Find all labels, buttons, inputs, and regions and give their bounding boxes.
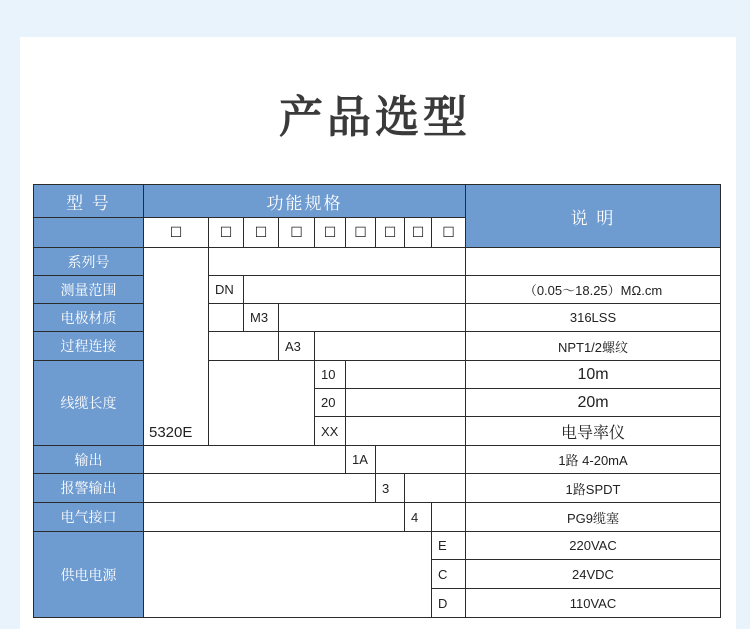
alarm-code: 3 <box>376 474 405 503</box>
code-box: ☐ <box>405 218 432 248</box>
alarm-desc: 1路SPDT <box>466 474 721 503</box>
row-label-power: 供电电源 <box>34 532 144 618</box>
header-model: 型 号 <box>34 185 144 218</box>
power-desc-2: 24VDC <box>466 560 721 589</box>
code-box: ☐ <box>376 218 405 248</box>
header-desc: 说 明 <box>466 185 721 248</box>
row-label-electric: 电气接口 <box>34 503 144 532</box>
electric-desc: PG9缆塞 <box>466 503 721 532</box>
row-label-process: 过程连接 <box>34 332 144 361</box>
row-label-cable: 线缆长度 <box>34 361 144 446</box>
output-code: 1A <box>346 446 376 474</box>
cable-desc-3: 电导率仪 <box>466 417 721 446</box>
page-title: 产品选型 <box>279 92 471 143</box>
header-spec: 功能规格 <box>144 185 466 218</box>
row-label-output: 输出 <box>34 446 144 474</box>
power-desc-1: 220VAC <box>466 532 721 560</box>
series-desc <box>466 248 721 276</box>
cable-desc-1: 10m <box>466 361 721 389</box>
row-label-electrode: 电极材质 <box>34 304 144 332</box>
electrode-desc: 316LSS <box>466 304 721 332</box>
power-code-2: C <box>432 560 466 589</box>
cable-desc-2: 20m <box>466 389 721 417</box>
selection-table <box>33 184 721 618</box>
cable-code-2: 20 <box>315 389 346 417</box>
code-box: ☐ <box>432 218 466 248</box>
electric-code: 4 <box>405 503 432 532</box>
cable-code-3: XX <box>315 417 346 446</box>
process-desc: NPT1/2螺纹 <box>466 332 721 361</box>
header-blank <box>34 218 144 248</box>
range-desc: （0.05～18.25）MΩ.cm <box>466 276 721 304</box>
output-desc: 1路 4-20mA <box>466 446 721 474</box>
code-box: ☐ <box>244 218 279 248</box>
range-code: DN <box>209 276 244 304</box>
row-label-alarm: 报警输出 <box>34 474 144 503</box>
power-code-3: D <box>432 589 466 618</box>
code-box: ☐ <box>315 218 346 248</box>
code-box: ☐ <box>279 218 315 248</box>
process-code: A3 <box>279 332 315 361</box>
power-code-1: E <box>432 532 466 560</box>
row-label-range: 测量范围 <box>34 276 144 304</box>
cable-code-1: 10 <box>315 361 346 389</box>
electrode-code: M3 <box>244 304 279 332</box>
code-box: ☐ <box>144 218 209 248</box>
series-code: 5320E <box>144 248 209 446</box>
code-box: ☐ <box>209 218 244 248</box>
power-desc-3: 110VAC <box>466 589 721 618</box>
row-label-series: 系列号 <box>34 248 144 276</box>
code-box: ☐ <box>346 218 376 248</box>
